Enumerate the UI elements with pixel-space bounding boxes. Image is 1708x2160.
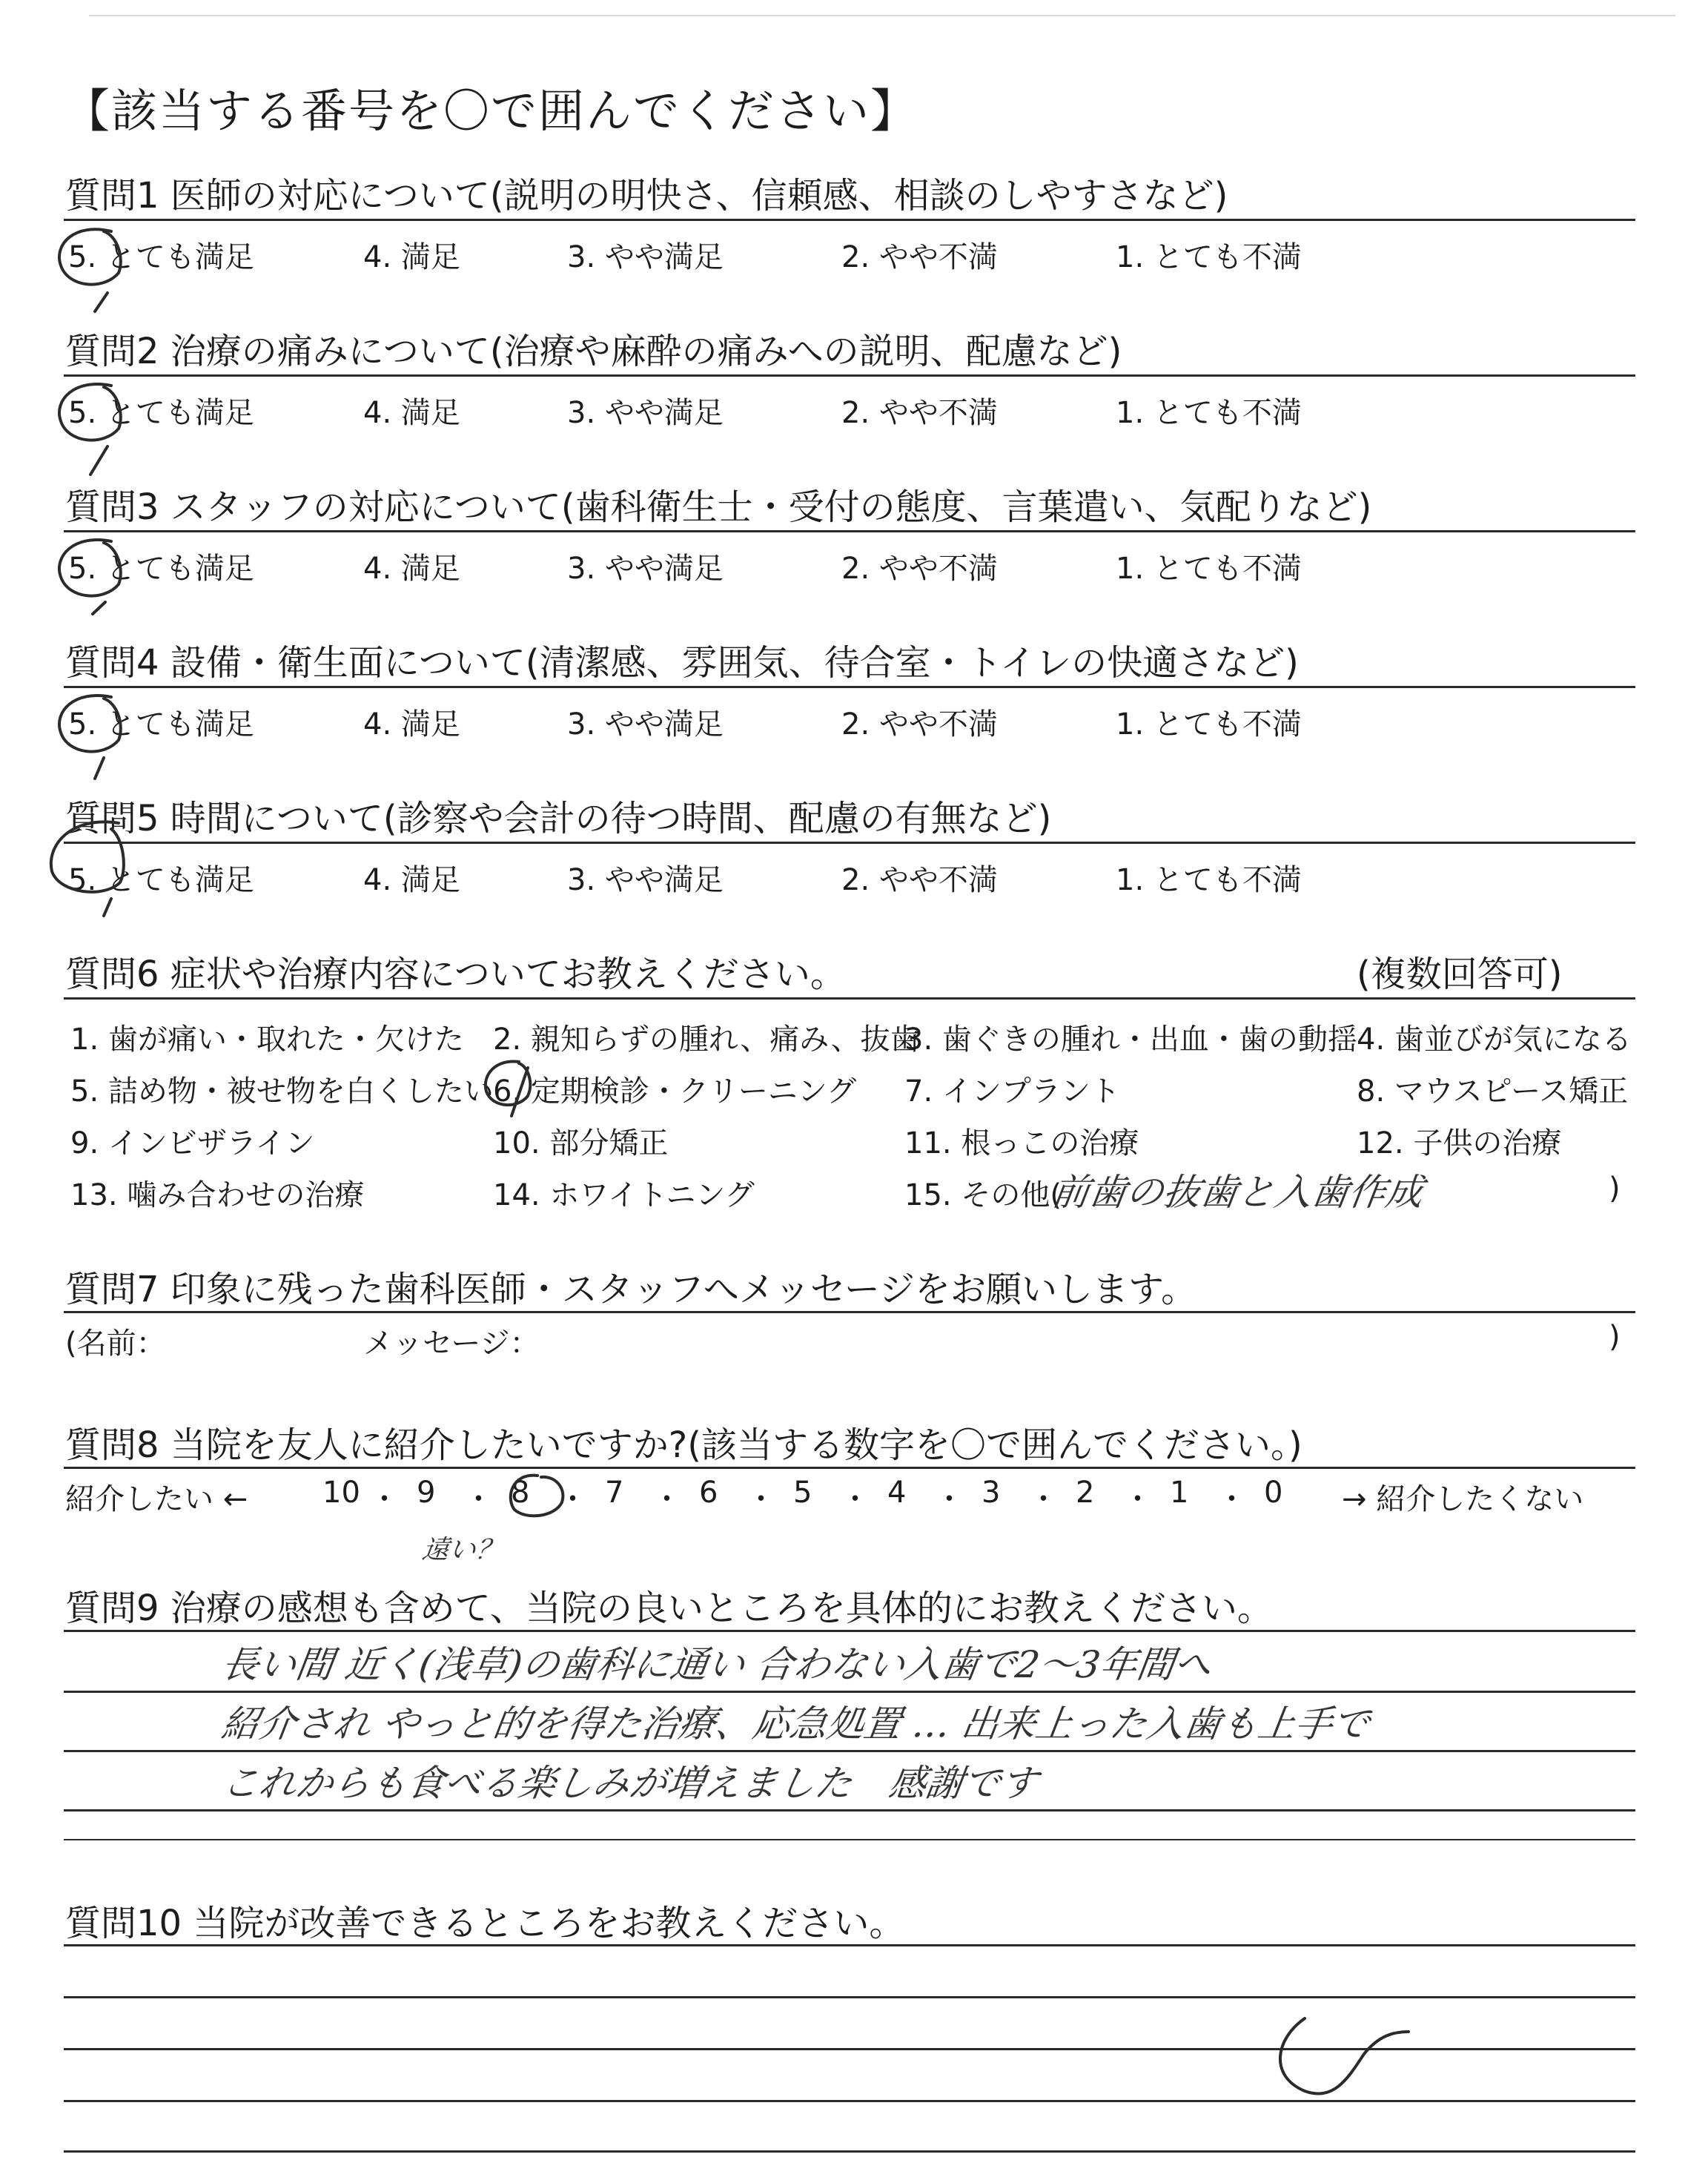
q7-name-label[interactable]: (名前： xyxy=(65,1327,166,1361)
q8-left-label: 紹介したい ← xyxy=(65,1482,248,1516)
q4-option-5[interactable]: 5. とても満足 xyxy=(68,707,254,742)
question-1-label: 質問1 医師の対応について(説明の明快さ、信頼感、相談のしやすさなど) xyxy=(65,175,1228,217)
q6-item-4[interactable]: 4. 歯並びが気になる xyxy=(1357,1023,1632,1057)
q8-scale-separator: ・ xyxy=(746,1482,776,1516)
question-6-label: 質問6 症状や治療内容についてお教えください。 xyxy=(65,954,846,995)
q5-option-1[interactable]: 1. とても不満 xyxy=(1116,863,1302,897)
q8-note-handwritten: 遠い？ xyxy=(420,1535,505,1565)
q6-item-11[interactable]: 11. 根っこの治療 xyxy=(904,1126,1139,1160)
question-5-label: 質問5 時間について(診察や会計の待つ時間、配慮の有無など) xyxy=(65,798,1052,839)
q8-scale-separator: ・ xyxy=(369,1482,400,1516)
q8-scale-7[interactable]: 7 xyxy=(605,1476,624,1510)
q6-item-15[interactable]: 15. その他( xyxy=(904,1178,1062,1212)
q8-scale-8[interactable]: 8 xyxy=(511,1476,530,1510)
question-9-label: 質問9 治療の感想も含めて、当院の良いところを具体的にお教えください。 xyxy=(65,1588,1273,1629)
q4-option-1[interactable]: 1. とても不満 xyxy=(1116,707,1302,742)
q8-scale-separator: ・ xyxy=(840,1482,870,1516)
q1-option-3[interactable]: 3. やや満足 xyxy=(567,240,724,274)
q6-item-12[interactable]: 12. 子供の治療 xyxy=(1357,1126,1562,1160)
q6-item-8[interactable]: 8. マウスピース矯正 xyxy=(1357,1074,1629,1109)
q2-option-5[interactable]: 5. とても満足 xyxy=(68,396,254,430)
q8-scale-separator: ・ xyxy=(1122,1482,1153,1516)
q7-message-label[interactable]: メッセージ： xyxy=(363,1327,540,1361)
q2-selection-tail xyxy=(90,446,107,475)
q6-item-3[interactable]: 3. 歯ぐきの腫れ・出血・歯の動揺 xyxy=(904,1023,1357,1057)
q8-right-label: → 紹介したくない xyxy=(1342,1482,1584,1516)
question-8-label: 質問8 当院を友人に紹介したいですか?(該当する数字を〇で囲んでください。) xyxy=(65,1424,1302,1466)
q6-item-6[interactable]: 6. 定期検診・クリーニング xyxy=(493,1074,857,1109)
q6-other-handwritten: 前歯の抜歯と入歯作成 xyxy=(1049,1171,1426,1214)
q3-option-1[interactable]: 1. とても不満 xyxy=(1116,552,1302,586)
q8-scale-2[interactable]: 2 xyxy=(1076,1476,1095,1510)
q8-scale-6[interactable]: 6 xyxy=(699,1476,718,1510)
q1-option-2[interactable]: 2. やや不満 xyxy=(841,240,998,274)
q2-option-3[interactable]: 3. やや満足 xyxy=(567,396,724,430)
q5-option-3[interactable]: 3. やや満足 xyxy=(567,863,724,897)
q6-item-13[interactable]: 13. 噛み合わせの治療 xyxy=(70,1178,365,1212)
q6-other-close-paren: ) xyxy=(1609,1172,1621,1206)
q8-scale-5[interactable]: 5 xyxy=(793,1476,812,1510)
q3-selection-tail xyxy=(93,602,105,614)
q4-option-3[interactable]: 3. やや満足 xyxy=(567,707,724,742)
q3-option-4[interactable]: 4. 満足 xyxy=(363,552,460,586)
q1-option-4[interactable]: 4. 満足 xyxy=(363,240,460,274)
q6-item-14[interactable]: 14. ホワイトニング xyxy=(493,1178,755,1212)
q8-scale-4[interactable]: 4 xyxy=(887,1476,907,1510)
q3-selection-circle xyxy=(59,540,121,596)
q5-selection-circle xyxy=(51,822,124,891)
q5-selection-tail xyxy=(104,899,111,916)
q4-selection-tail xyxy=(95,758,104,779)
question-2-label: 質問2 治療の痛みについて(治療や麻酔の痛みへの説明、配慮など) xyxy=(65,331,1122,372)
q8-scale-1[interactable]: 1 xyxy=(1170,1476,1189,1510)
q4-option-4[interactable]: 4. 満足 xyxy=(363,707,460,742)
q2-selection-circle xyxy=(59,384,121,440)
q8-scale-separator: ・ xyxy=(652,1482,682,1516)
q8-scale-separator: ・ xyxy=(1028,1482,1059,1516)
q9-answer-line-1: 長い間 近く(浅草)の歯科に通い 合わない入歯で2〜3年間へ xyxy=(219,1643,1214,1686)
q5-option-5[interactable]: 5. とても満足 xyxy=(68,863,254,897)
q8-scale-separator: ・ xyxy=(934,1482,964,1516)
q5-option-4[interactable]: 4. 満足 xyxy=(363,863,460,897)
q8-scale-10[interactable]: 10 xyxy=(322,1476,360,1510)
page-title: 【該当する番号を〇で囲んでください】 xyxy=(64,84,918,138)
check-mark xyxy=(1280,2018,1409,2094)
q5-option-2[interactable]: 2. やや不満 xyxy=(841,863,998,897)
q3-option-3[interactable]: 3. やや満足 xyxy=(567,552,724,586)
q8-scale-3[interactable]: 3 xyxy=(982,1476,1001,1510)
question-3-label: 質問3 スタッフの対応について(歯科衛生士・受付の態度、言葉遣い、気配りなど) xyxy=(65,486,1372,528)
q8-selection-circle xyxy=(511,1476,563,1516)
q6-item-7[interactable]: 7. インプラント xyxy=(904,1074,1120,1109)
question-7-label: 質問7 印象に残った歯科医師・スタッフへメッセージをお願いします。 xyxy=(65,1269,1197,1310)
q1-selection-tail xyxy=(95,293,107,311)
q3-option-2[interactable]: 2. やや不満 xyxy=(841,552,998,586)
q9-answer-line-2: 紹介され やっと的を得た治療、応急処置 … 出来上った入歯も上手で xyxy=(219,1702,1373,1745)
question-6-note: (複数回答可) xyxy=(1357,954,1563,995)
q4-selection-circle xyxy=(59,696,121,752)
q6-item-6-tail xyxy=(512,1068,528,1116)
q3-option-5[interactable]: 5. とても満足 xyxy=(68,552,254,586)
q2-option-4[interactable]: 4. 満足 xyxy=(363,396,460,430)
q4-option-2[interactable]: 2. やや不満 xyxy=(841,707,998,742)
q2-option-2[interactable]: 2. やや不満 xyxy=(841,396,998,430)
q8-scale-separator: ・ xyxy=(463,1482,494,1516)
q8-scale-9[interactable]: 9 xyxy=(417,1476,436,1510)
q1-selection-circle xyxy=(59,229,121,284)
q6-item-10[interactable]: 10. 部分矯正 xyxy=(493,1126,669,1160)
question-4-label: 質問4 設備・衛生面について(清潔感、雰囲気、待合室・トイレの快適さなど) xyxy=(65,642,1299,684)
q6-item-1[interactable]: 1. 歯が痛い・取れた・欠けた xyxy=(70,1023,464,1057)
q8-scale-separator: ・ xyxy=(557,1482,588,1516)
q2-option-1[interactable]: 1. とても不満 xyxy=(1116,396,1302,430)
q6-item-5[interactable]: 5. 詰め物・被せ物を白くしたい xyxy=(70,1074,494,1109)
q7-close-paren: ) xyxy=(1609,1320,1621,1354)
q1-option-5[interactable]: 5. とても満足 xyxy=(68,240,254,274)
q1-option-1[interactable]: 1. とても不満 xyxy=(1116,240,1302,274)
q8-scale-separator: ・ xyxy=(1217,1482,1247,1516)
q6-item-2[interactable]: 2. 親知らずの腫れ、痛み、抜歯 xyxy=(493,1023,920,1057)
q8-scale-0[interactable]: 0 xyxy=(1264,1476,1283,1510)
question-10-label: 質問10 当院が改善できるところをお教えください。 xyxy=(65,1903,905,1944)
q6-item-9[interactable]: 9. インビザライン xyxy=(70,1126,315,1160)
q9-answer-line-3: これからも食べる楽しみが増えました 感謝です xyxy=(219,1762,1041,1805)
